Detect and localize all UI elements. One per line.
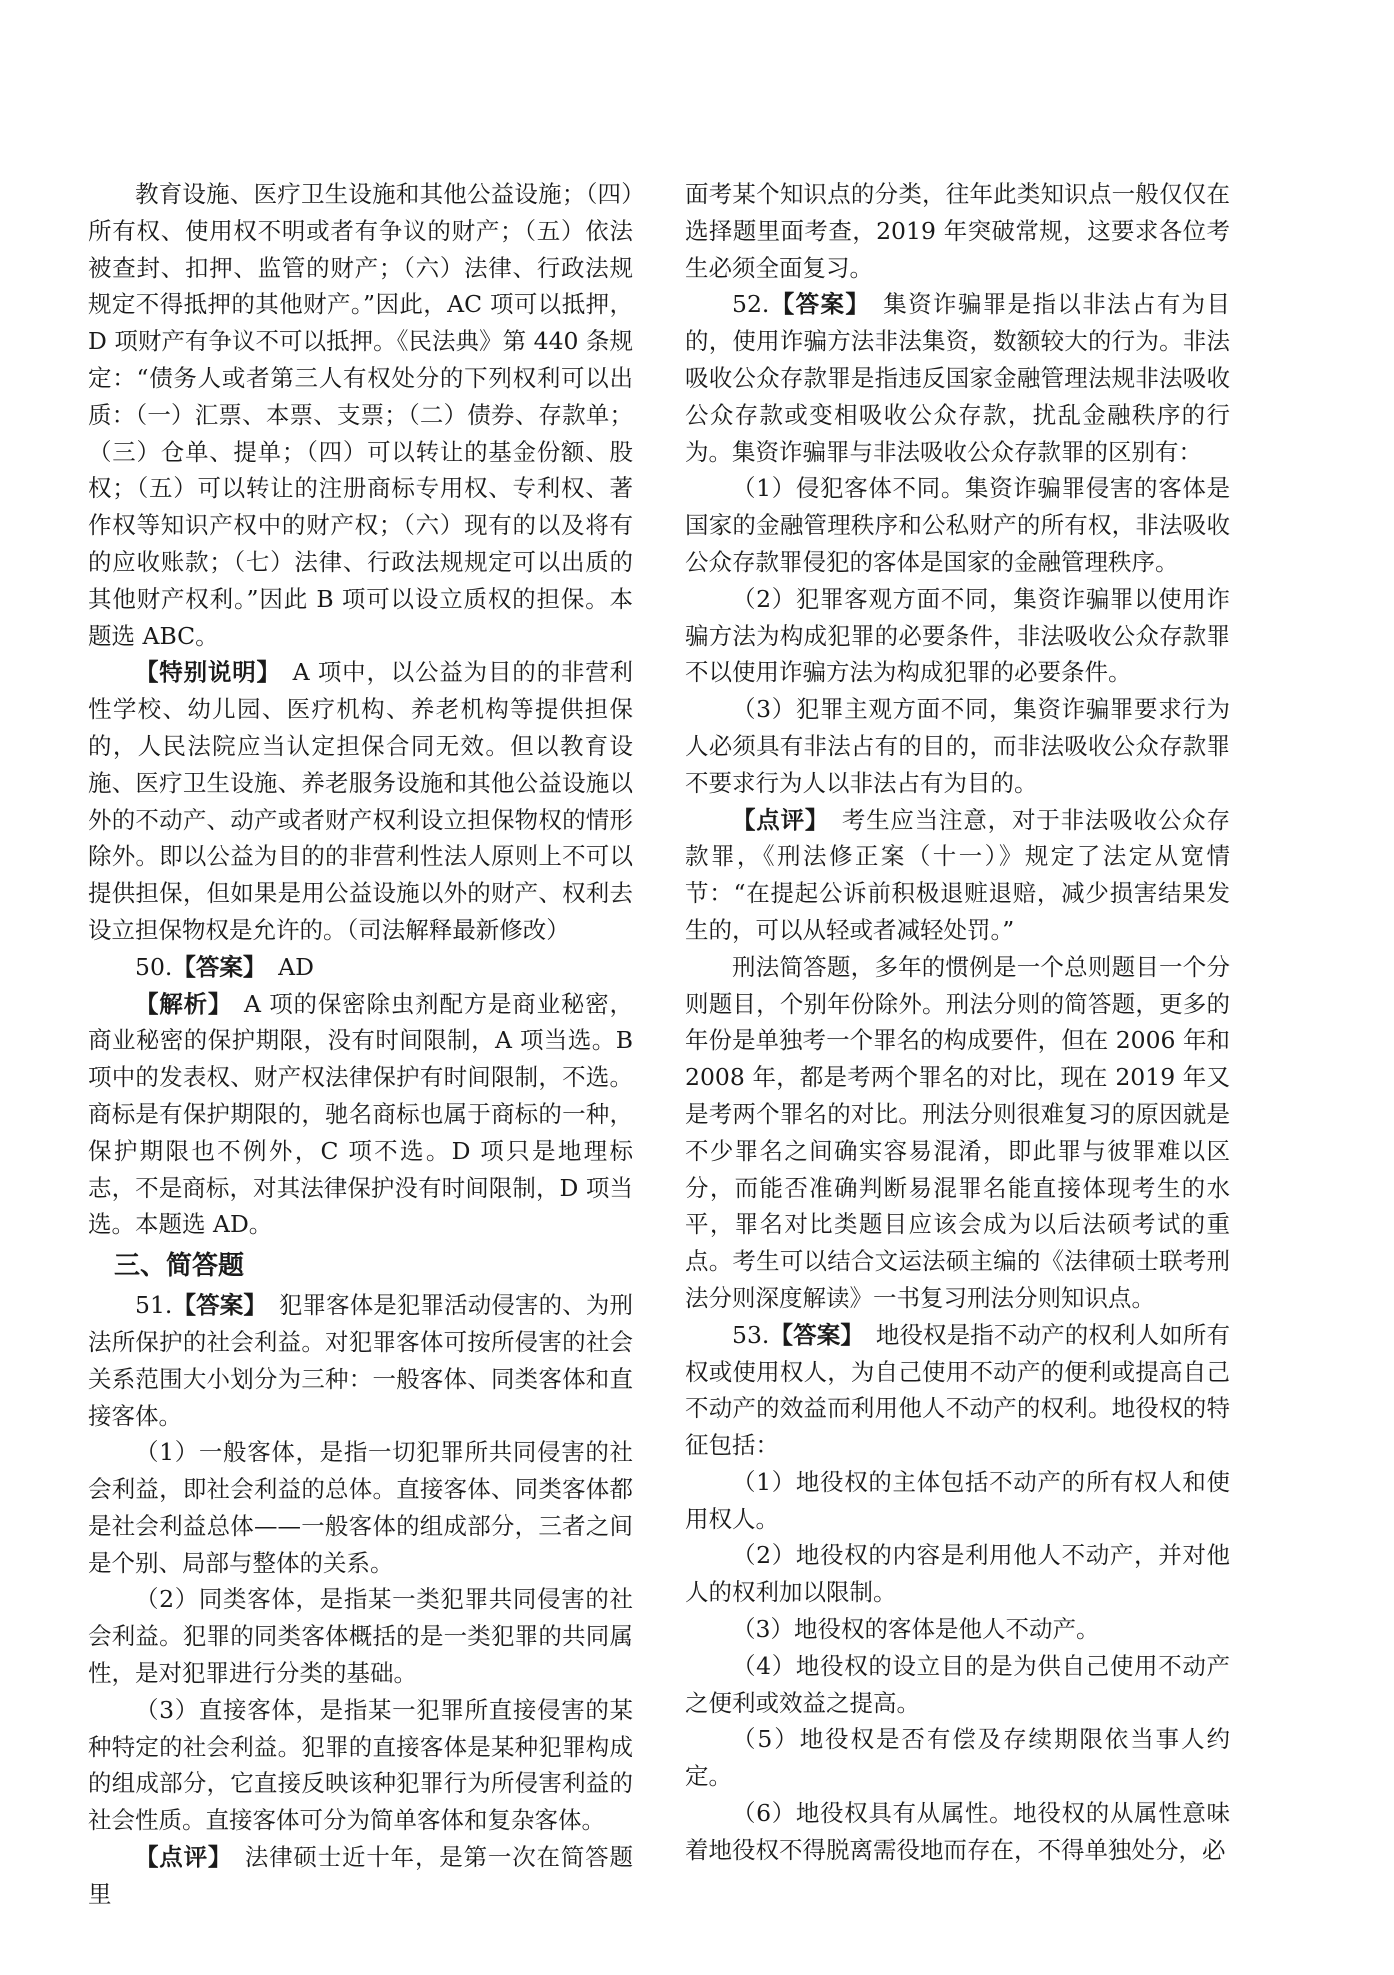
paragraph-text: （2）同类客体，是指某一类犯罪共同侵害的社会利益。犯罪的同类客体概括的是一类犯罪的共同属性，是对犯罪进行分类的基础。 [88, 1585, 633, 1688]
right-column [685, 176, 1230, 1869]
paragraph-text: AD [278, 952, 314, 981]
paragraph-text: A 项中，以公益为目的的非营利性学校、幼儿园、医疗机构、养老机构等提供担保的，人民法院应当认定担保合同无效。但以教育设施、医疗卫生设施、养老服务设施和其他公益设施以外的不动产、动产或者财产权利设立担保物权的情形除外。即以公益为目的的非营利性法人原则上不可以提供担保，但如果是用公益设施以外的财产、权利去设立担保物权是允许的。（司法解释最新修改） [88, 658, 634, 944]
labeled-paragraph [88, 986, 633, 1244]
paragraph [88, 1692, 633, 1839]
paragraph-text: 考生应当注意，对于非法吸收公众存款罪，《刑法修正案（十一）》规定了法定从宽情节：“在提起公诉前积极退赃退赔，减少损害结果发生的，可以从轻或者减轻处罚。” [685, 805, 1230, 944]
paragraph [88, 176, 633, 654]
paragraph [685, 581, 1230, 691]
paragraph-text: 犯罪客体是犯罪活动侵害的、为刑法所保护的社会利益。对犯罪客体可按所侵害的社会关系范围大小划分为三种：一般客体、同类客体和直接客体。 [88, 1291, 633, 1430]
paragraph-text: 法律硕士近十年，是第一次在简答题里 [88, 1843, 633, 1908]
bracket-label: 【答案】 [769, 290, 871, 319]
paragraph [685, 470, 1230, 580]
paragraph-text: （3）地役权的客体是他人不动产。 [732, 1615, 1100, 1644]
bracket-label: 【点评】 [135, 1843, 233, 1872]
answer-paragraph [88, 1287, 633, 1434]
paragraph-continued: 面考某个知识点的分类，往年此类知识点一般仅仅在选择题里面考查，2019 年突破常规，这要求各位考生必须全面复习。 [685, 180, 1230, 282]
labeled-paragraph [685, 802, 1230, 949]
paragraph [88, 1434, 633, 1581]
paragraph-text: （6）地役权具有从属性。地役权的从属性意味着地役权不得脱离需役地而存在，不得单独处分，必 [685, 1799, 1230, 1864]
paragraph-text: （2）犯罪客观方面不同，集资诈骗罪以使用诈骗方法为构成犯罪的必要条件，非法吸收公众存款罪不以使用诈骗方法为构成犯罪的必要条件。 [685, 584, 1230, 687]
paragraph-text: 集资诈骗罪是指以非法占有为目的，使用诈骗方法非法集资，数额较大的行为。非法吸收公众存款罪是指违反国家金融管理法规非法吸收公众存款或变相吸收公众存款，扰乱金融秩序的行为。集资诈骗罪与非法吸收公众存款罪的区别有： [685, 290, 1231, 466]
paragraph [685, 1721, 1230, 1795]
section-heading: 三、简答题 [114, 1251, 245, 1282]
paragraph-text: （2）地役权的内容是利用他人不动产，并对他人的权利加以限制。 [685, 1541, 1230, 1607]
labeled-paragraph [88, 1839, 633, 1913]
question-number: 52. [732, 290, 770, 319]
bracket-label: 【点评】 [732, 805, 830, 834]
paragraph-text: （1）一般客体，是指一切犯罪所共同侵害的社会利益，即社会利益的总体。直接客体、同类客体都是社会利益总体——一般客体的组成部分，三者之间是个别、局部与整体的关系。 [88, 1438, 633, 1577]
question-number: 50. [135, 952, 173, 981]
paragraph [685, 1611, 1230, 1648]
paragraph-text: A 项的保密除虫剂配方是商业秘密，商业秘密的保护期限，没有时间限制，A 项当选。B 项中的发表权、财产权法律保护有时间限制，不选。商标是有保护期限的，驰名商标也属于商标的一种，保护期限也不例外，C 项不选。D 项只是地理标志，不是商标，对其法律保护没有时间限制，D 项当选。本题选 AD。 [88, 989, 634, 1239]
bracket-label: 【特别说明】 [135, 658, 281, 687]
paragraph-text: （1）地役权的主体包括不动产的所有权人和使用权人。 [685, 1467, 1230, 1533]
paragraph [685, 1795, 1230, 1869]
paragraph [685, 949, 1230, 1317]
paragraph-text: 地役权是指不动产的权利人如所有权或使用权人，为自己使用不动产的便利或提高自己不动产的效益而利用他人不动产的权利。地役权的特征包括： [685, 1320, 1230, 1460]
paragraph-text: 刑法简答题，多年的惯例是一个总则题目一个分则题目，个别年份除外。刑法分则的简答题，更多的年份是单独考一个罪名的构成要件，但在 2006 年和 2008 年，都是考两个罪名的对比，现在 2019 年又是考两个罪名的对比。刑法分则很难复习的原因就是不少罪名之间确实容易混淆，即此罪与彼罪难以区分，而能否准确判断易混罪名能直接体现考生的水平，罪名对比类题目应该会成为以后法硕考试的重点。考生可以结合文运法硕主编的《法律硕士联考刑法分则深度解读》一书复习刑法分则知识点。 [685, 952, 1230, 1312]
paragraph [685, 1648, 1230, 1722]
bracket-label: 【答案】 [172, 952, 267, 981]
paragraph [685, 1537, 1230, 1611]
paragraph-text: （5）地役权是否有偿及存续期限依当事人约定。 [685, 1725, 1230, 1791]
bracket-label: 【答案】 [172, 1291, 267, 1320]
paragraph-text: （4）地役权的设立目的是为供自己使用不动产之便利或效益之提高。 [685, 1651, 1230, 1717]
bracket-label: 【答案】 [769, 1320, 864, 1349]
paragraph-text: （3）直接客体，是指某一犯罪所直接侵害的某种特定的社会利益。犯罪的直接客体是某种犯罪构成的组成部分，它直接反映该种犯罪行为所侵害利益的社会性质。直接客体可分为简单客体和复杂客体。 [88, 1695, 633, 1835]
answer-paragraph [685, 286, 1230, 470]
paragraph [685, 691, 1230, 801]
bracket-label: 【解析】 [135, 989, 233, 1018]
left-column [88, 176, 633, 1913]
paragraph [685, 1464, 1230, 1538]
labeled-paragraph [88, 654, 633, 948]
paragraph-text: （1）侵犯客体不同。集资诈骗罪侵害的客体是国家的金融管理秩序和公私财产的所有权，非法吸收公众存款罪侵犯的客体是国家的金融管理秩序。 [685, 474, 1230, 576]
answer-paragraph [88, 949, 633, 986]
paragraph [88, 1581, 633, 1691]
paragraph-text: （3）犯罪主观方面不同，集资诈骗罪要求行为人必须具有非法占有的目的，而非法吸收公众存款罪不要求行为人以非法占有为目的。 [685, 695, 1230, 797]
question-number: 51. [135, 1291, 173, 1320]
answer-paragraph [685, 1317, 1230, 1464]
question-number: 53. [732, 1320, 770, 1349]
paragraph-text: 教育设施、医疗卫生设施和其他公益设施；（四）所有权、使用权不明或者有争议的财产；（五）依法被查封、扣押、监管的财产；（六）法律、行政法规规定不得抵押的其他财产。”因此，AC 项可以抵押，D 项财产有争议不可以抵押。《民法典》第 440 条规定：“债务人或者第三人有权处分的下列权利可以出质：（一）汇票、本票、支票；（二）债券、存款单；（三）仓单、提单；（四）可以转让的基金份额、股权；（五）可以转让的注册商标专用权、专利权、著作权等知识产权中的财产权；（六）现有的以及将有的应收账款；（七）法律、行政法规规定可以出质的其他财产权利。”因此 B 项可以设立质权的担保。本题选 ABC。 [88, 180, 633, 650]
